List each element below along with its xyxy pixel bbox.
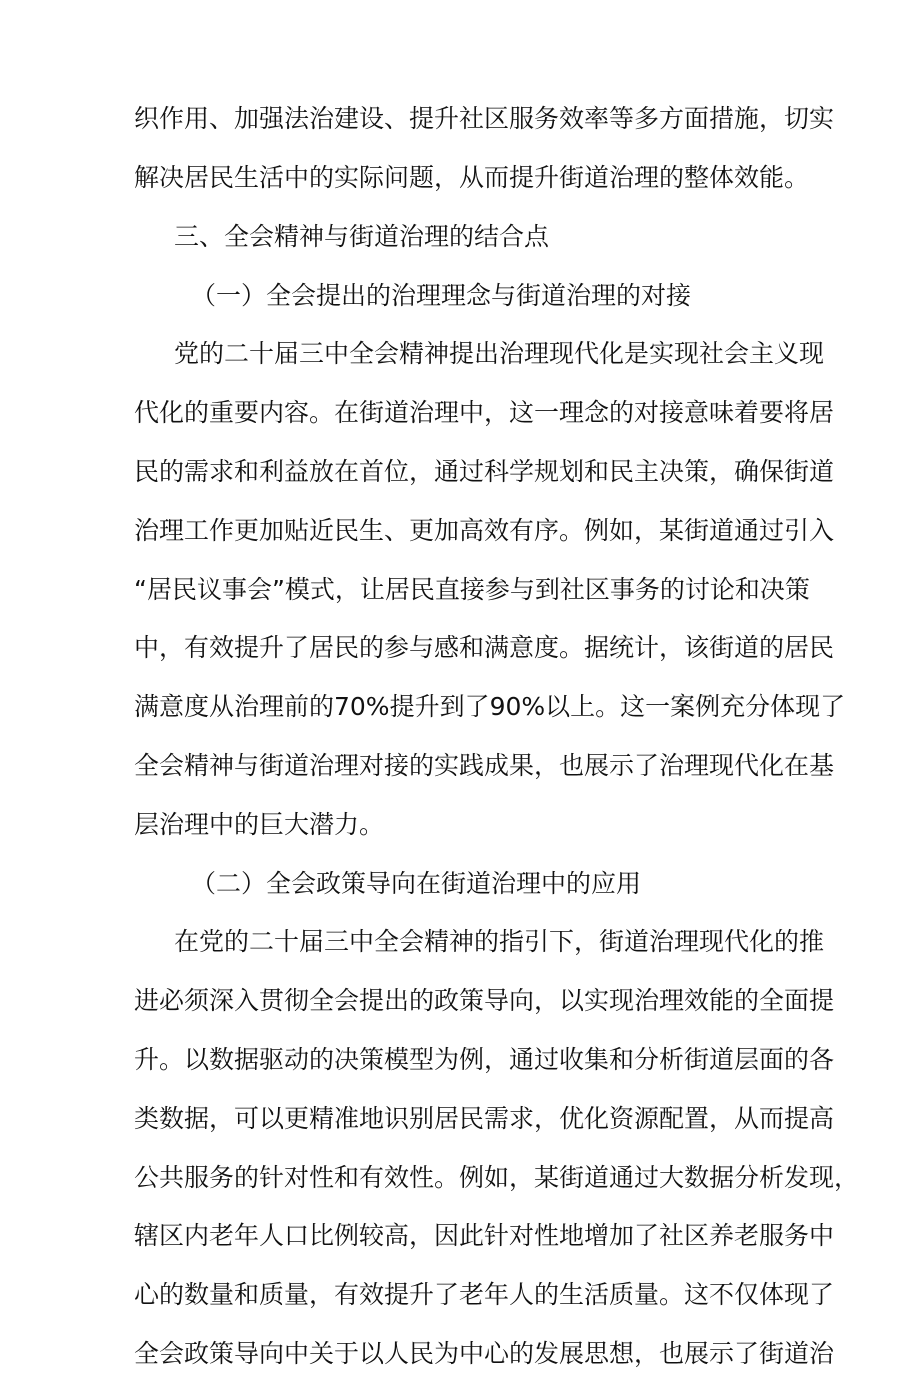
paragraph-line: 心的数量和质量，有效提升了老年人的生活质量。这不仅体现了 — [134, 1280, 835, 1309]
paragraph-line: 层治理中的巨大潜力。 — [134, 810, 385, 839]
section-heading: 三、全会精神与街道治理的结合点 — [174, 222, 550, 251]
paragraph-line: 满意度从治理前的70%提升到了90%以上。这一案例充分体现了 — [134, 692, 846, 721]
subsection-heading-2: （二）全会政策导向在街道治理中的应用 — [191, 869, 642, 898]
paragraph-line: 在党的二十届三中全会精神的指引下，街道治理现代化的推 — [174, 927, 825, 956]
paragraph-line: 全会精神与街道治理对接的实践成果，也展示了治理现代化在基 — [134, 751, 835, 780]
paragraph-line: 公共服务的针对性和有效性。例如，某街道通过大数据分析发现， — [134, 1163, 860, 1192]
paragraph-line: 全会政策导向中关于以人民为中心的发展思想，也展示了街道治 — [134, 1339, 835, 1368]
subsection-heading-1: （一）全会提出的治理理念与街道治理的对接 — [191, 281, 692, 310]
paragraph-line: 治理工作更加贴近民生、更加高效有序。例如，某街道通过引入 — [134, 516, 835, 545]
paragraph-line: 民的需求和利益放在首位，通过科学规划和民主决策，确保街道 — [134, 457, 835, 486]
paragraph-line: 进必须深入贯彻全会提出的政策导向，以实现治理效能的全面提 — [134, 986, 835, 1015]
paragraph-line: 中，有效提升了居民的参与感和满意度。据统计，该街道的居民 — [134, 633, 835, 662]
paragraph-line: 类数据，可以更精准地识别居民需求，优化资源配置，从而提高 — [134, 1104, 835, 1133]
paragraph-line: “居民议事会”模式，让居民直接参与到社区事务的讨论和决策 — [134, 575, 810, 604]
paragraph-line: 织作用、加强法治建设、提升社区服务效率等多方面措施，切实 — [134, 104, 835, 133]
paragraph-line: 升。以数据驱动的决策模型为例，通过收集和分析街道层面的各 — [134, 1045, 835, 1074]
paragraph-line: 党的二十届三中全会精神提出治理现代化是实现社会主义现 — [174, 339, 825, 368]
paragraph-line: 解决居民生活中的实际问题，从而提升街道治理的整体效能。 — [134, 163, 810, 192]
paragraph-line: 代化的重要内容。在街道治理中，这一理念的对接意味着要将居 — [134, 398, 835, 427]
paragraph-line: 辖区内老年人口比例较高，因此针对性地增加了社区养老服务中 — [134, 1221, 835, 1250]
